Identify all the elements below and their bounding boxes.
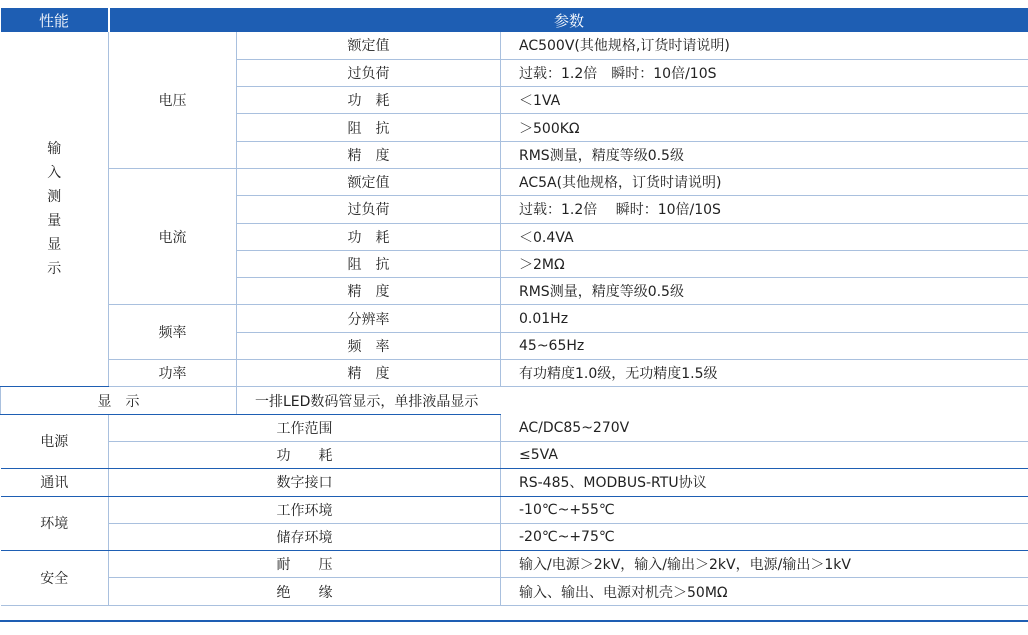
table-row — [1, 32, 1028, 59]
table-row — [1, 496, 1028, 523]
table-row — [1, 305, 1028, 332]
param-value: ＜1VA — [501, 87, 1028, 114]
param-value: RMS测量，精度等级0.5级 — [501, 278, 1028, 305]
param-name: 阻 抗 — [237, 114, 501, 141]
spec-table — [0, 8, 1028, 606]
section-label-communication: 通讯 — [1, 469, 109, 496]
param-value: AC500V(其他规格,订货时请说明) — [501, 32, 1028, 59]
param-value: AC/DC85~270V — [501, 414, 1028, 441]
section-label-environment: 环境 — [1, 496, 109, 551]
param-value: -20℃~+75℃ — [501, 523, 1028, 550]
table-row — [1, 168, 1028, 195]
param-value: 0.01Hz — [501, 305, 1028, 332]
param-name: 功 耗 — [109, 441, 501, 468]
param-value: RS-485、MODBUS-RTU协议 — [501, 469, 1028, 496]
param-value: -10℃~+55℃ — [501, 496, 1028, 523]
param-name: 额定值 — [237, 168, 501, 195]
param-value: 45~65Hz — [501, 332, 1028, 359]
param-value: ＜0.4VA — [501, 223, 1028, 250]
table-row — [1, 414, 1028, 441]
param-name: 过负荷 — [237, 59, 501, 86]
param-name: 精 度 — [237, 360, 501, 387]
section-label-input: 输 入 测 量 显 示 — [1, 32, 109, 387]
section-label-power-supply: 电源 — [1, 414, 109, 469]
param-value: 一排LED数码管显示，单排液晶显示 — [237, 387, 501, 414]
group-current: 电流 — [109, 168, 237, 304]
param-value: 有功精度1.0级，无功精度1.5级 — [501, 360, 1028, 387]
param-value: 过载：1.2倍 瞬时：10倍/10S — [501, 59, 1028, 86]
param-name: 绝 缘 — [109, 578, 501, 605]
param-name: 分辨率 — [237, 305, 501, 332]
table-row — [1, 387, 1028, 414]
param-name: 过负荷 — [237, 196, 501, 223]
header-performance: 性能 — [1, 8, 109, 32]
table-row — [1, 523, 1028, 550]
param-name: 显 示 — [1, 387, 237, 414]
param-value: RMS测量，精度等级0.5级 — [501, 141, 1028, 168]
param-name: 精 度 — [237, 141, 501, 168]
param-name: 阻 抗 — [237, 250, 501, 277]
table-row — [1, 551, 1028, 578]
param-value: ＞500KΩ — [501, 114, 1028, 141]
table-row — [1, 469, 1028, 496]
table-row — [1, 578, 1028, 605]
param-name: 功 耗 — [237, 223, 501, 250]
table-row — [1, 360, 1028, 387]
param-name: 频 率 — [237, 332, 501, 359]
param-value: 过载：1.2倍 瞬时：10倍/10S — [501, 196, 1028, 223]
header-parameters: 参数 — [109, 8, 1028, 32]
param-name: 数字接口 — [109, 469, 501, 496]
param-name: 功 耗 — [237, 87, 501, 114]
param-value: 输入、输出、电源对机壳＞50MΩ — [501, 578, 1028, 605]
table-header-row — [1, 8, 1028, 32]
group-frequency: 频率 — [109, 305, 237, 360]
param-value: ≤5VA — [501, 441, 1028, 468]
param-name: 额定值 — [237, 32, 501, 59]
group-voltage: 电压 — [109, 32, 237, 168]
table-bottom-rule — [0, 620, 1028, 622]
param-value: AC5A(其他规格，订货时请说明) — [501, 168, 1028, 195]
group-power: 功率 — [109, 360, 237, 387]
param-name: 工作环境 — [109, 496, 501, 523]
param-name: 储存环境 — [109, 523, 501, 550]
param-name: 耐 压 — [109, 551, 501, 578]
param-name: 精 度 — [237, 278, 501, 305]
param-value: 输入/电源＞2kV，输入/输出＞2kV，电源/输出＞1kV — [501, 551, 1028, 578]
param-name: 工作范围 — [109, 414, 501, 441]
table-row — [1, 441, 1028, 468]
param-value: ＞2MΩ — [501, 250, 1028, 277]
section-label-safety: 安全 — [1, 551, 109, 606]
